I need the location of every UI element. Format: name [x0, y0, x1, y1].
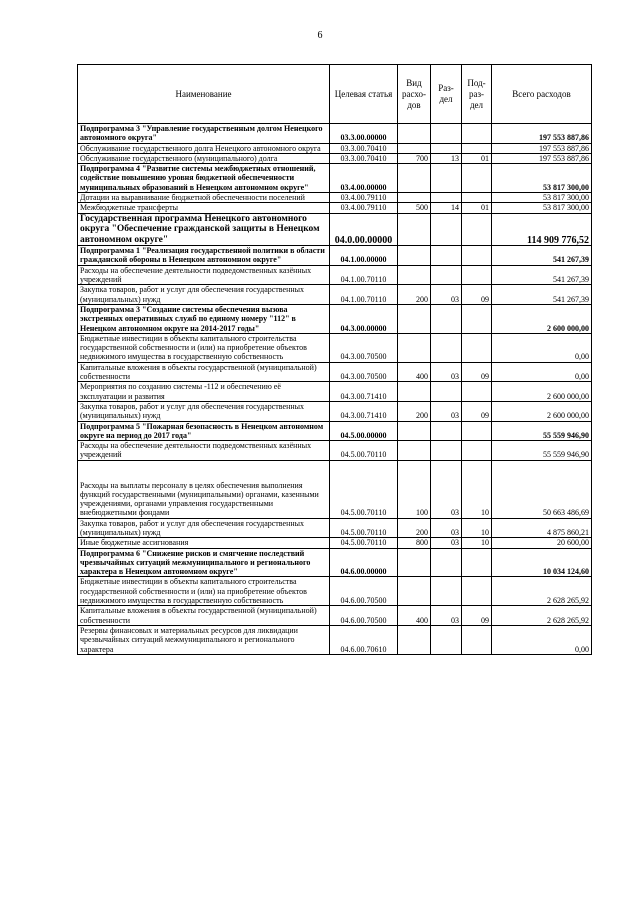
row-sum-cell: 20 600,00 [492, 538, 592, 548]
row-sum-cell: 197 553 887,86 [492, 124, 592, 144]
row-razdel-cell [431, 143, 462, 153]
header-name: Наименование [78, 65, 330, 124]
row-code-cell: 04.5.00.00000 [330, 421, 398, 441]
row-name-cell: Бюджетные инвестиции в объекты капитального строительства государственной собственности и (или) на приобретение объектов недвижимого имущества в государственную собственность [78, 577, 330, 606]
row-vid-cell [398, 164, 431, 193]
row-podrazdel-cell: 09 [462, 606, 492, 626]
row-vid-cell: 400 [398, 362, 431, 382]
row-podrazdel-cell [462, 333, 492, 362]
row-podrazdel-cell [462, 382, 492, 402]
row-vid-cell [398, 577, 431, 606]
row-code-cell: 04.6.00.70610 [330, 625, 398, 654]
row-sum-cell: 55 559 946,90 [492, 441, 592, 461]
row-sum-cell: 2 600 000,00 [492, 382, 592, 402]
row-razdel-cell: 13 [431, 153, 462, 163]
row-name-cell: Мероприятия по созданию системы -112 и обеспечению её эксплуатации и развития [78, 382, 330, 402]
row-name-cell: Капитальные вложения в объекты государственной (муниципальной) собственности [78, 362, 330, 382]
row-razdel-cell: 03 [431, 606, 462, 626]
row-vid-cell [398, 421, 431, 441]
row-name-cell: Закупка товаров, работ и услуг для обеспечения государственных (муниципальных) нужд [78, 285, 330, 305]
row-vid-cell: 100 [398, 460, 431, 518]
row-vid-cell: 700 [398, 153, 431, 163]
row-vid-cell [398, 441, 431, 461]
row-vid-cell: 200 [398, 401, 431, 421]
header-razdel: Раз-дел [431, 65, 462, 124]
row-vid-cell: 200 [398, 518, 431, 538]
table-row [78, 518, 592, 538]
row-sum-cell: 2 600 000,00 [492, 401, 592, 421]
row-sum-cell: 2 628 265,92 [492, 577, 592, 606]
row-vid-cell: 200 [398, 285, 431, 305]
row-code-cell: 03.3.00.70410 [330, 143, 398, 153]
row-name-cell: Подпрограмма 6 "Снижение рисков и смягчение последствий чрезвычайных ситуаций межмуниципального и регионального характера в Ненецком автономном округе" [78, 548, 330, 577]
row-vid-cell [398, 304, 431, 333]
row-sum-cell: 541 267,39 [492, 285, 592, 305]
table-row [78, 421, 592, 441]
table-row [78, 143, 592, 153]
row-vid-cell [398, 213, 431, 246]
row-code-cell: 04.1.00.70110 [330, 285, 398, 305]
row-podrazdel-cell: 10 [462, 460, 492, 518]
table-row [78, 193, 592, 203]
row-vid-cell [398, 265, 431, 285]
row-name-cell: Резервы финансовых и материальных ресурсов для ликвидации чрезвычайных ситуаций межмуниципального и регионального характера [78, 625, 330, 654]
table-row [78, 577, 592, 606]
row-code-cell: 04.3.00.00000 [330, 304, 398, 333]
table-row [78, 164, 592, 193]
row-sum-cell: 10 034 124,60 [492, 548, 592, 577]
row-name-cell: Подпрограмма 3 "Создание системы обеспечения вызова экстренных оперативных служб по единому номеру "112" в Ненецком автономном округе на 2014-2017 годы" [78, 304, 330, 333]
row-vid-cell [398, 143, 431, 153]
row-code-cell: 04.5.00.70110 [330, 460, 398, 518]
row-code-cell: 04.3.00.70500 [330, 362, 398, 382]
row-razdel-cell [431, 421, 462, 441]
table-row [78, 285, 592, 305]
row-sum-cell: 114 909 776,52 [492, 213, 592, 246]
table-row [78, 460, 592, 518]
row-code-cell: 03.4.00.79110 [330, 203, 398, 213]
row-razdel-cell [431, 441, 462, 461]
row-name-cell: Подпрограмма 4 "Развитие системы межбюджетных отношений, содействие повышению уровня бюджетной обеспеченности муниципальных образований в Ненецком автономном округе" [78, 164, 330, 193]
row-razdel-cell [431, 213, 462, 246]
row-razdel-cell [431, 304, 462, 333]
row-vid-cell [398, 193, 431, 203]
table-row [78, 382, 592, 402]
row-code-cell: 04.3.00.71410 [330, 382, 398, 402]
row-podrazdel-cell [462, 124, 492, 144]
row-podrazdel-cell: 09 [462, 401, 492, 421]
row-podrazdel-cell: 01 [462, 203, 492, 213]
row-vid-cell [398, 124, 431, 144]
row-code-cell: 04.6.00.70500 [330, 577, 398, 606]
row-sum-cell: 541 267,39 [492, 246, 592, 266]
row-podrazdel-cell: 09 [462, 285, 492, 305]
row-code-cell: 04.1.00.70110 [330, 265, 398, 285]
table-row [78, 606, 592, 626]
row-vid-cell: 800 [398, 538, 431, 548]
row-sum-cell: 53 817 300,00 [492, 203, 592, 213]
table-row [78, 246, 592, 266]
row-name-cell: Подпрограмма 1 "Реализация государственной политики в области гражданской обороны в Ненецком автономном округе" [78, 246, 330, 266]
row-razdel-cell: 03 [431, 362, 462, 382]
table-row [78, 265, 592, 285]
row-code-cell: 04.5.00.70110 [330, 518, 398, 538]
row-podrazdel-cell [462, 143, 492, 153]
row-podrazdel-cell [462, 246, 492, 266]
row-sum-cell: 53 817 300,00 [492, 193, 592, 203]
row-name-cell: Обслуживание государственного (муниципального) долга [78, 153, 330, 163]
row-code-cell: 03.4.00.00000 [330, 164, 398, 193]
row-razdel-cell [431, 124, 462, 144]
row-razdel-cell [431, 577, 462, 606]
row-vid-cell: 400 [398, 606, 431, 626]
row-name-cell: Подпрограмма 3 "Управление государственным долгом Ненецкого автономного округа" [78, 124, 330, 144]
row-podrazdel-cell: 10 [462, 518, 492, 538]
row-code-cell: 04.3.00.71410 [330, 401, 398, 421]
row-vid-cell [398, 548, 431, 577]
row-sum-cell: 197 553 887,86 [492, 153, 592, 163]
row-name-cell: Закупка товаров, работ и услуг для обеспечения государственных (муниципальных) нужд [78, 518, 330, 538]
row-name-cell: Межбюджетные трансферты [78, 203, 330, 213]
table-row [78, 362, 592, 382]
row-razdel-cell: 03 [431, 518, 462, 538]
header-vid: Вид расхо-дов [398, 65, 431, 124]
row-vid-cell [398, 625, 431, 654]
row-razdel-cell [431, 333, 462, 362]
row-razdel-cell [431, 265, 462, 285]
row-razdel-cell [431, 625, 462, 654]
row-name-cell: Расходы на обеспечение деятельности подведомственных казённых учреждений [78, 441, 330, 461]
row-sum-cell: 0,00 [492, 333, 592, 362]
row-razdel-cell: 03 [431, 538, 462, 548]
row-name-cell: Расходы на обеспечение деятельности подведомственных казённых учреждений [78, 265, 330, 285]
row-podrazdel-cell [462, 193, 492, 203]
row-vid-cell [398, 382, 431, 402]
row-razdel-cell: 03 [431, 401, 462, 421]
table-row [78, 548, 592, 577]
table-row [78, 304, 592, 333]
row-sum-cell: 55 559 946,90 [492, 421, 592, 441]
table-row [78, 538, 592, 548]
row-podrazdel-cell [462, 164, 492, 193]
row-podrazdel-cell [462, 265, 492, 285]
row-vid-cell [398, 333, 431, 362]
table-body [78, 124, 592, 655]
row-podrazdel-cell [462, 213, 492, 246]
row-vid-cell [398, 246, 431, 266]
table-row [78, 203, 592, 213]
row-sum-cell: 4 875 860,21 [492, 518, 592, 538]
budget-table [77, 64, 592, 655]
row-podrazdel-cell: 10 [462, 538, 492, 548]
row-code-cell: 03.3.00.70410 [330, 153, 398, 163]
row-razdel-cell [431, 193, 462, 203]
page-number: 6 [317, 30, 323, 41]
row-sum-cell: 2 600 000,00 [492, 304, 592, 333]
row-razdel-cell: 03 [431, 460, 462, 518]
row-razdel-cell [431, 548, 462, 577]
table-header-row [78, 65, 592, 124]
row-code-cell: 04.5.00.70110 [330, 441, 398, 461]
row-code-cell: 03.4.00.79110 [330, 193, 398, 203]
row-razdel-cell [431, 382, 462, 402]
row-vid-cell: 500 [398, 203, 431, 213]
row-razdel-cell: 03 [431, 285, 462, 305]
row-name-cell: Бюджетные инвестиции в объекты капитального строительства государственной собственности и (или) на приобретение объектов недвижимого имущества в государственную собственность [78, 333, 330, 362]
row-name-cell: Государственная программа Ненецкого автономного округа "Обеспечение гражданской защиты в Ненецком автономном округе" [78, 213, 330, 246]
row-code-cell: 04.6.00.70500 [330, 606, 398, 626]
row-code-cell: 04.6.00.00000 [330, 548, 398, 577]
table-row [78, 401, 592, 421]
row-sum-cell: 0,00 [492, 625, 592, 654]
row-sum-cell: 0,00 [492, 362, 592, 382]
row-sum-cell: 53 817 300,00 [492, 164, 592, 193]
row-podrazdel-cell [462, 625, 492, 654]
table-row [78, 333, 592, 362]
row-sum-cell: 50 663 486,69 [492, 460, 592, 518]
table-row [78, 441, 592, 461]
row-code-cell: 04.5.00.70110 [330, 538, 398, 548]
row-name-cell: Дотации на выравнивание бюджетной обеспеченности поселений [78, 193, 330, 203]
row-code-cell: 04.3.00.70500 [330, 333, 398, 362]
row-name-cell: Подпрограмма 5 "Пожарная безопасность в Ненецком автономном округе на период до 2017 года" [78, 421, 330, 441]
row-podrazdel-cell: 09 [462, 362, 492, 382]
row-name-cell: Закупка товаров, работ и услуг для обеспечения государственных (муниципальных) нужд [78, 401, 330, 421]
row-podrazdel-cell [462, 548, 492, 577]
table-row [78, 213, 592, 246]
row-podrazdel-cell [462, 421, 492, 441]
row-name-cell: Иные бюджетные ассигнования [78, 538, 330, 548]
row-code-cell: 04.1.00.00000 [330, 246, 398, 266]
row-name-cell: Обслуживание государственного долга Ненецкого автономного округа [78, 143, 330, 153]
row-podrazdel-cell [462, 577, 492, 606]
table-row [78, 153, 592, 163]
row-sum-cell: 541 267,39 [492, 265, 592, 285]
header-code: Целевая статья [330, 65, 398, 124]
row-razdel-cell: 14 [431, 203, 462, 213]
header-total: Всего расходов [492, 65, 592, 124]
table-row [78, 625, 592, 654]
row-code-cell: 03.3.00.00000 [330, 124, 398, 144]
row-razdel-cell [431, 246, 462, 266]
row-podrazdel-cell: 01 [462, 153, 492, 163]
row-name-cell: Капитальные вложения в объекты государственной (муниципальной) собственности [78, 606, 330, 626]
row-podrazdel-cell [462, 304, 492, 333]
row-name-cell: Расходы на выплаты персоналу в целях обеспечения выполнения функций государственными (муниципальными) органами, казенными учреждениями, органами управления государственными внебюджетными фондами [78, 460, 330, 518]
table-row [78, 124, 592, 144]
header-podrazdel: Под-раз-дел [462, 65, 492, 124]
row-razdel-cell [431, 164, 462, 193]
row-podrazdel-cell [462, 441, 492, 461]
row-code-cell: 04.0.00.00000 [330, 213, 398, 246]
row-sum-cell: 2 628 265,92 [492, 606, 592, 626]
row-sum-cell: 197 553 887,86 [492, 143, 592, 153]
